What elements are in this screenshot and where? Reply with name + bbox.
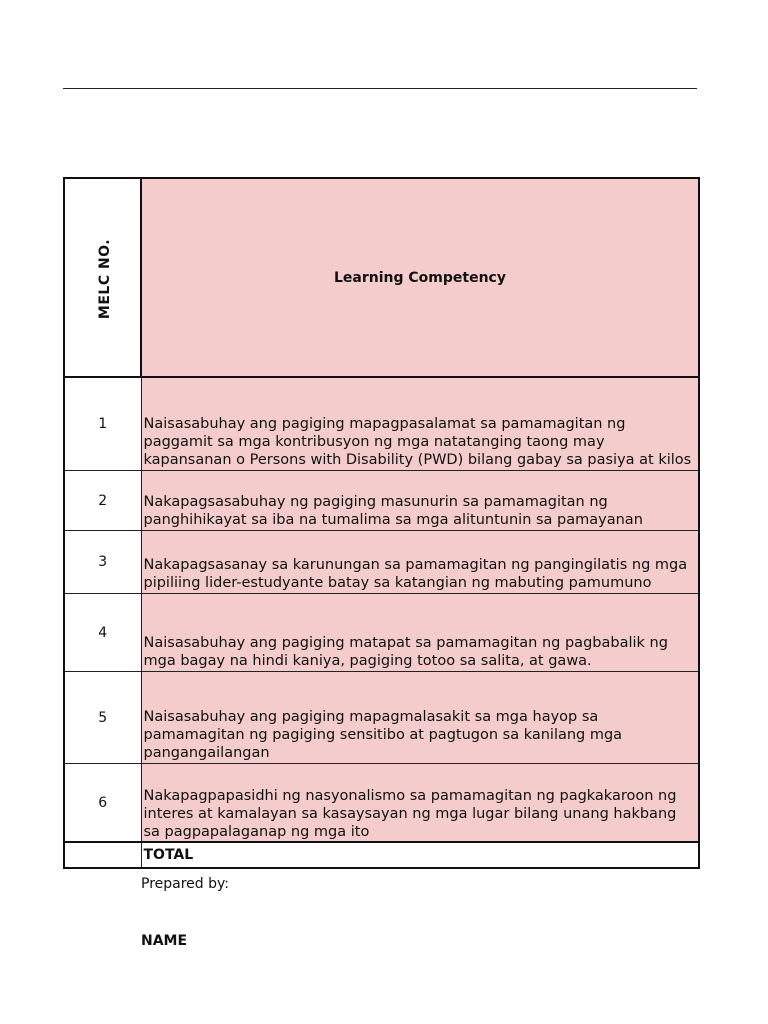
melc-number: 3 (64, 531, 141, 594)
total-label: TOTAL (141, 842, 699, 868)
competency-text: Naisasabuhay ang pagiging mapagmalasakit sa mga hayop sa pamamagitan ng pagiging sensitibo at pagtugon sa kanilang mga pangangailangan (141, 672, 699, 764)
melc-no-header-label: MELC NO. (97, 238, 114, 320)
top-divider-line (63, 88, 697, 89)
table-row (64, 594, 699, 672)
learning-competency-header: Learning Competency (141, 178, 699, 377)
competency-text: Nakapagpapasidhi ng nasyonalismo sa pamamagitan ng pagkakaroon ng interes at kamalayan sa kasaysayan ng mga lugar bilang unang hakbang sa pagpapalaganap ng mga ito (141, 764, 699, 843)
competency-text: Nakapagsasabuhay ng pagiging masunurin sa pamamagitan ng panghihikayat sa iba na tumalima sa mga alituntunin sa pamayanan (141, 471, 699, 531)
melc-number: 2 (64, 471, 141, 531)
competency-text: Naisasabuhay ang pagiging mapagpasalamat sa pamamagitan ng paggamit sa mga kontribusyon ng mga natatanging taong may kapansanan o Persons with Disability (PWD) bilang gabay sa pasiya at kilos (141, 377, 699, 471)
name-label: NAME (141, 933, 188, 949)
table-header-row (64, 178, 699, 377)
melc-number: 4 (64, 594, 141, 672)
prepared-by-label: Prepared by: (141, 876, 229, 892)
melc-number: 5 (64, 672, 141, 764)
table-row (64, 672, 699, 764)
melc-number: 6 (64, 764, 141, 843)
competency-text: Naisasabuhay ang pagiging matapat sa pamamagitan ng pagbabalik ng mga bagay na hindi kaniya, pagiging totoo sa salita, at gawa. (141, 594, 699, 672)
table-row (64, 764, 699, 843)
melc-no-header (64, 178, 141, 377)
total-number-cell (64, 842, 141, 868)
table-row (64, 531, 699, 594)
melc-table (63, 177, 700, 869)
total-row (64, 842, 699, 868)
competency-text: Nakapagsasanay sa karunungan sa pamamagitan ng pangingilatis ng mga pipiliing lider-estudyante batay sa katangian ng mabuting pamumuno (141, 531, 699, 594)
table-row (64, 377, 699, 471)
table-row (64, 471, 699, 531)
melc-number: 1 (64, 377, 141, 471)
